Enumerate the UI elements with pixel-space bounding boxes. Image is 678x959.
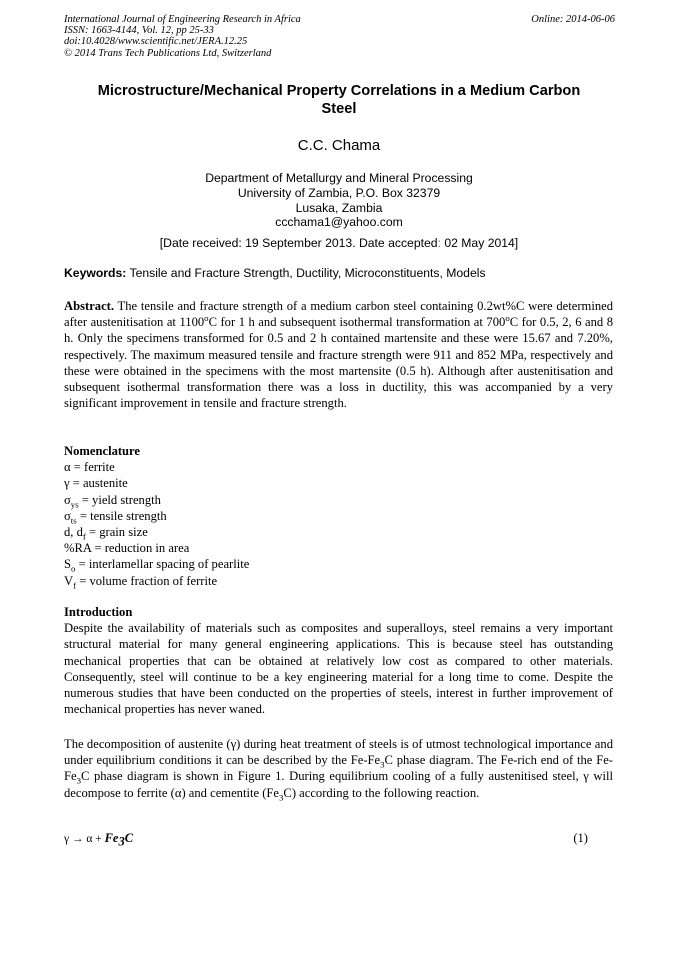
introduction — [64, 604, 613, 717]
affiliation — [64, 171, 614, 230]
abstract-text-3: C for 0.5, 2, 6 and 8 h. Only the specimens transformed for 0.5 and 2 h contained martensite and these were 15.67 and 7.20%, respectively. The maximum measured tensile and fracture strength were 911 and 852 MPa, respectively and these were obtained in the specimens with the most martensite (0.5 h). Although after austenitisation and subsequent isothermal transformation there was a loss in ductility, this was accompanied by a very significant improvement in tensile and fracture strength. — [64, 315, 613, 411]
department: Department of Metallurgy and Mineral Processing — [205, 171, 473, 185]
equation-c: C — [124, 831, 134, 845]
nomenclature-item: $\sigma_{ys}$ = yield strength — [64, 492, 161, 510]
submission-dates — [64, 236, 614, 251]
nomenclature-item: α = ferrite — [64, 460, 115, 475]
university: University of Zambia, P.O. Box 32379 — [237, 185, 441, 200]
city: Lusaka, Zambia — [295, 200, 383, 215]
author-email: ccchama1@yahoo.com — [275, 215, 403, 230]
keywords — [64, 266, 614, 281]
title-line-1: Microstructure/Mechanical Property Correlations in a Medium Carbon — [97, 83, 581, 99]
abstract — [64, 298, 613, 411]
date-colon: : — [437, 236, 441, 250]
abstract-text-2: C for 1 h and subsequent isothermal transformation at 700 — [208, 315, 506, 330]
online-date: Online: 2014-06-06 — [531, 14, 615, 25]
nomenclature-item: $V_f$ = volume fraction of ferrite — [64, 573, 218, 591]
equation-1 — [64, 831, 594, 849]
journal-header — [64, 14, 301, 59]
equation-fe: Fe — [104, 831, 119, 845]
nomenclature-item: γ = austenite — [64, 476, 128, 491]
journal-name: International Journal of Engineering Research in Africa — [64, 14, 301, 25]
nomenclature — [64, 443, 613, 589]
copyright: © 2014 Trans Tech Publications Ltd, Switzerland — [64, 47, 272, 59]
degree-symbol: o — [505, 313, 510, 324]
date-accepted: 02 May 2014] — [440, 236, 519, 250]
abstract-label: Abstract. — [64, 299, 115, 313]
date-received: [Date received: 19 September 2013. Date accepted — [159, 236, 438, 250]
introduction-heading: Introduction — [64, 605, 133, 619]
title-line-2: Steel — [321, 101, 357, 117]
paper-title — [64, 82, 614, 118]
equation-sub: 3 — [118, 834, 125, 849]
nomenclature-item: $S_o$ = interlamellar spacing of pearlite — [64, 557, 250, 574]
keywords-text: Tensile and Fracture Strength, Ductility, Microconstituents, Models — [126, 266, 486, 280]
author-name: C.C. Chama — [297, 137, 381, 154]
doi: doi:10.4028/www.scientific.net/JERA.12.25 — [64, 36, 248, 48]
introduction-paragraph-1: Despite the availability of materials such as composites and superalloys, steel remains a very important structural material for many general engineering applications. This is because steel has outstanding mechanical properties that can be obtained at relatively low cost as compared to other materials. Consequently, steel will continue to be a key engineering material for a long time to come. Despite the numerous studies that have been conducted on the properties of steels, interest in further improvement of mechanical properties has never waned. — [64, 621, 613, 717]
equation-lhs: γ → α + — [64, 833, 105, 845]
abstract-text-1: The tensile and fracture strength of a medium carbon steel containing 0.2wt%C were determined after austenitisation at 1100 — [64, 299, 613, 330]
degree-symbol: o — [204, 313, 209, 324]
nomenclature-item: $\sigma_{ts}$ = tensile strength — [64, 508, 167, 526]
nomenclature-item: d, $d_f$ = grain size — [64, 525, 148, 542]
equation-number: (1) — [573, 831, 588, 845]
keywords-label: Keywords: — [64, 266, 127, 280]
introduction-paragraph-2: The decomposition of austenite (γ) during heat treatment of steels is of utmost technological importance and under equilibrium conditions it can be described by the $Fe-Fe_3C$ phase diagram. The Fe-rich end of the $Fe-Fe_3C$ phase diagram is shown in Figure 1. During equilibrium cooling of a fully austenitised steel, γ will decompose to ferrite (α) and cementite $(Fe_3C)$ according to the following reaction. — [64, 737, 613, 803]
nomenclature-heading: Nomenclature — [64, 444, 141, 458]
issn: ISSN: 1663-4144, Vol. 12, pp 25-33 — [64, 25, 214, 37]
nomenclature-item: %RA = reduction in area — [64, 541, 190, 556]
